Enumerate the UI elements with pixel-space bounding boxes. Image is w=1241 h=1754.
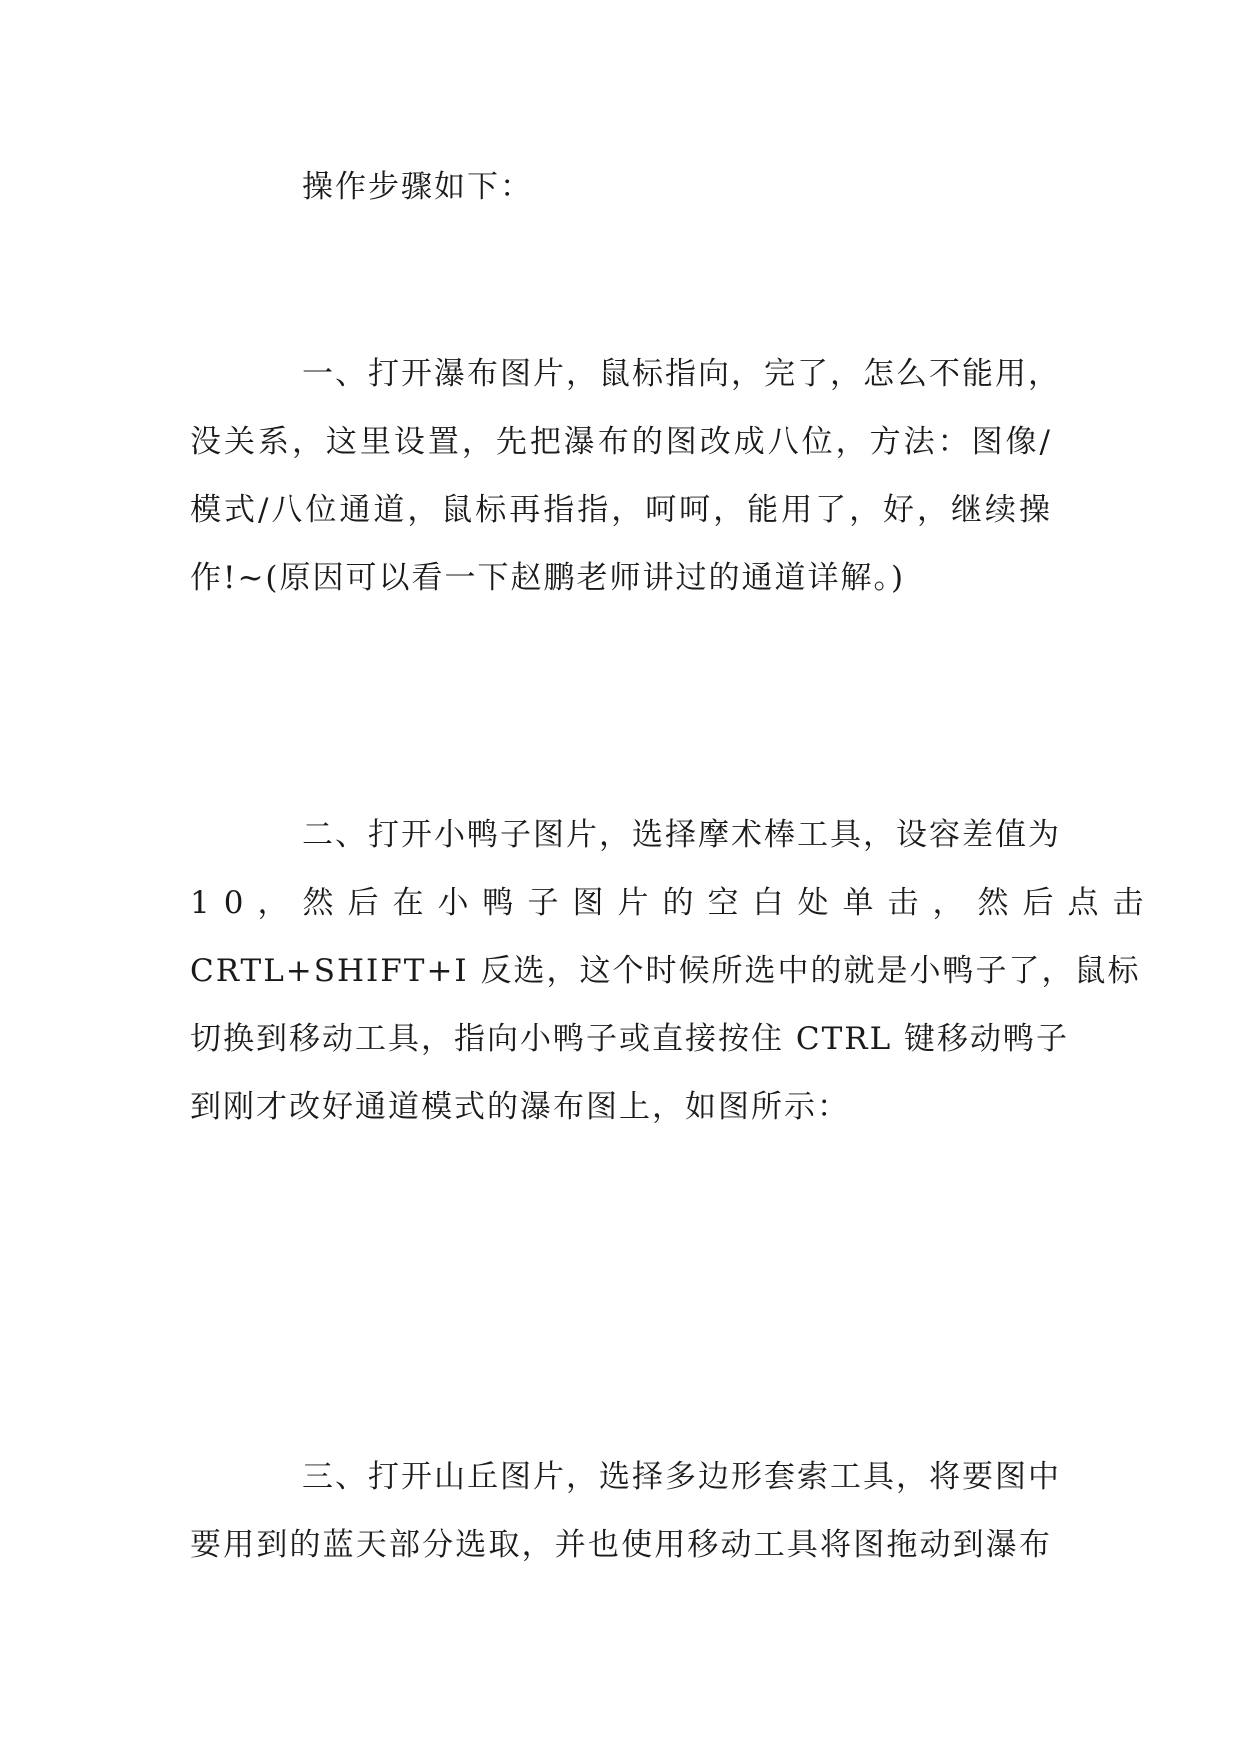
step-2-line-2: 10，然后在小鸭子图片的空白处单击，然后点击 bbox=[190, 885, 1158, 921]
step-1-line-3: 模式/八位通道，鼠标再指指，呵呵，能用了，好，继续操 bbox=[190, 492, 1052, 528]
step-3-paragraph bbox=[190, 1443, 1061, 1579]
step-1-line-1: 一、打开瀑布图片，鼠标指向，完了，怎么不能用， bbox=[302, 356, 1061, 392]
step-2-paragraph bbox=[190, 801, 1158, 1141]
step-1-paragraph bbox=[190, 340, 1061, 612]
step-3-line-1: 三、打开山丘图片，选择多边形套索工具，将要图中 bbox=[302, 1459, 1061, 1495]
step-1-line-4: 作!~(原因可以看一下赵鹏老师讲过的通道详解。) bbox=[190, 560, 906, 596]
step-2-line-1: 二、打开小鸭子图片，选择摩术棒工具，设容差值为 bbox=[302, 817, 1061, 853]
step-2-line-3: CRTL+SHIFT+I 反选，这个时候所选中的就是小鸭子了，鼠标 bbox=[190, 953, 1141, 989]
step-2-line-4: 切换到移动工具，指向小鸭子或直接按住 CTRL 键移动鸭子 bbox=[190, 1021, 1070, 1057]
heading-line: 操作步骤如下： bbox=[302, 169, 533, 205]
steps-heading bbox=[190, 153, 1052, 221]
step-2-line-5: 到刚才改好通道模式的瀑布图上，如图所示： bbox=[190, 1089, 850, 1125]
step-3-line-2: 要用到的蓝天部分选取，并也使用移动工具将图拖动到瀑布 bbox=[190, 1527, 1052, 1563]
step-1-line-2: 没关系，这里设置，先把瀑布的图改成八位，方法：图像/ bbox=[190, 424, 1052, 460]
